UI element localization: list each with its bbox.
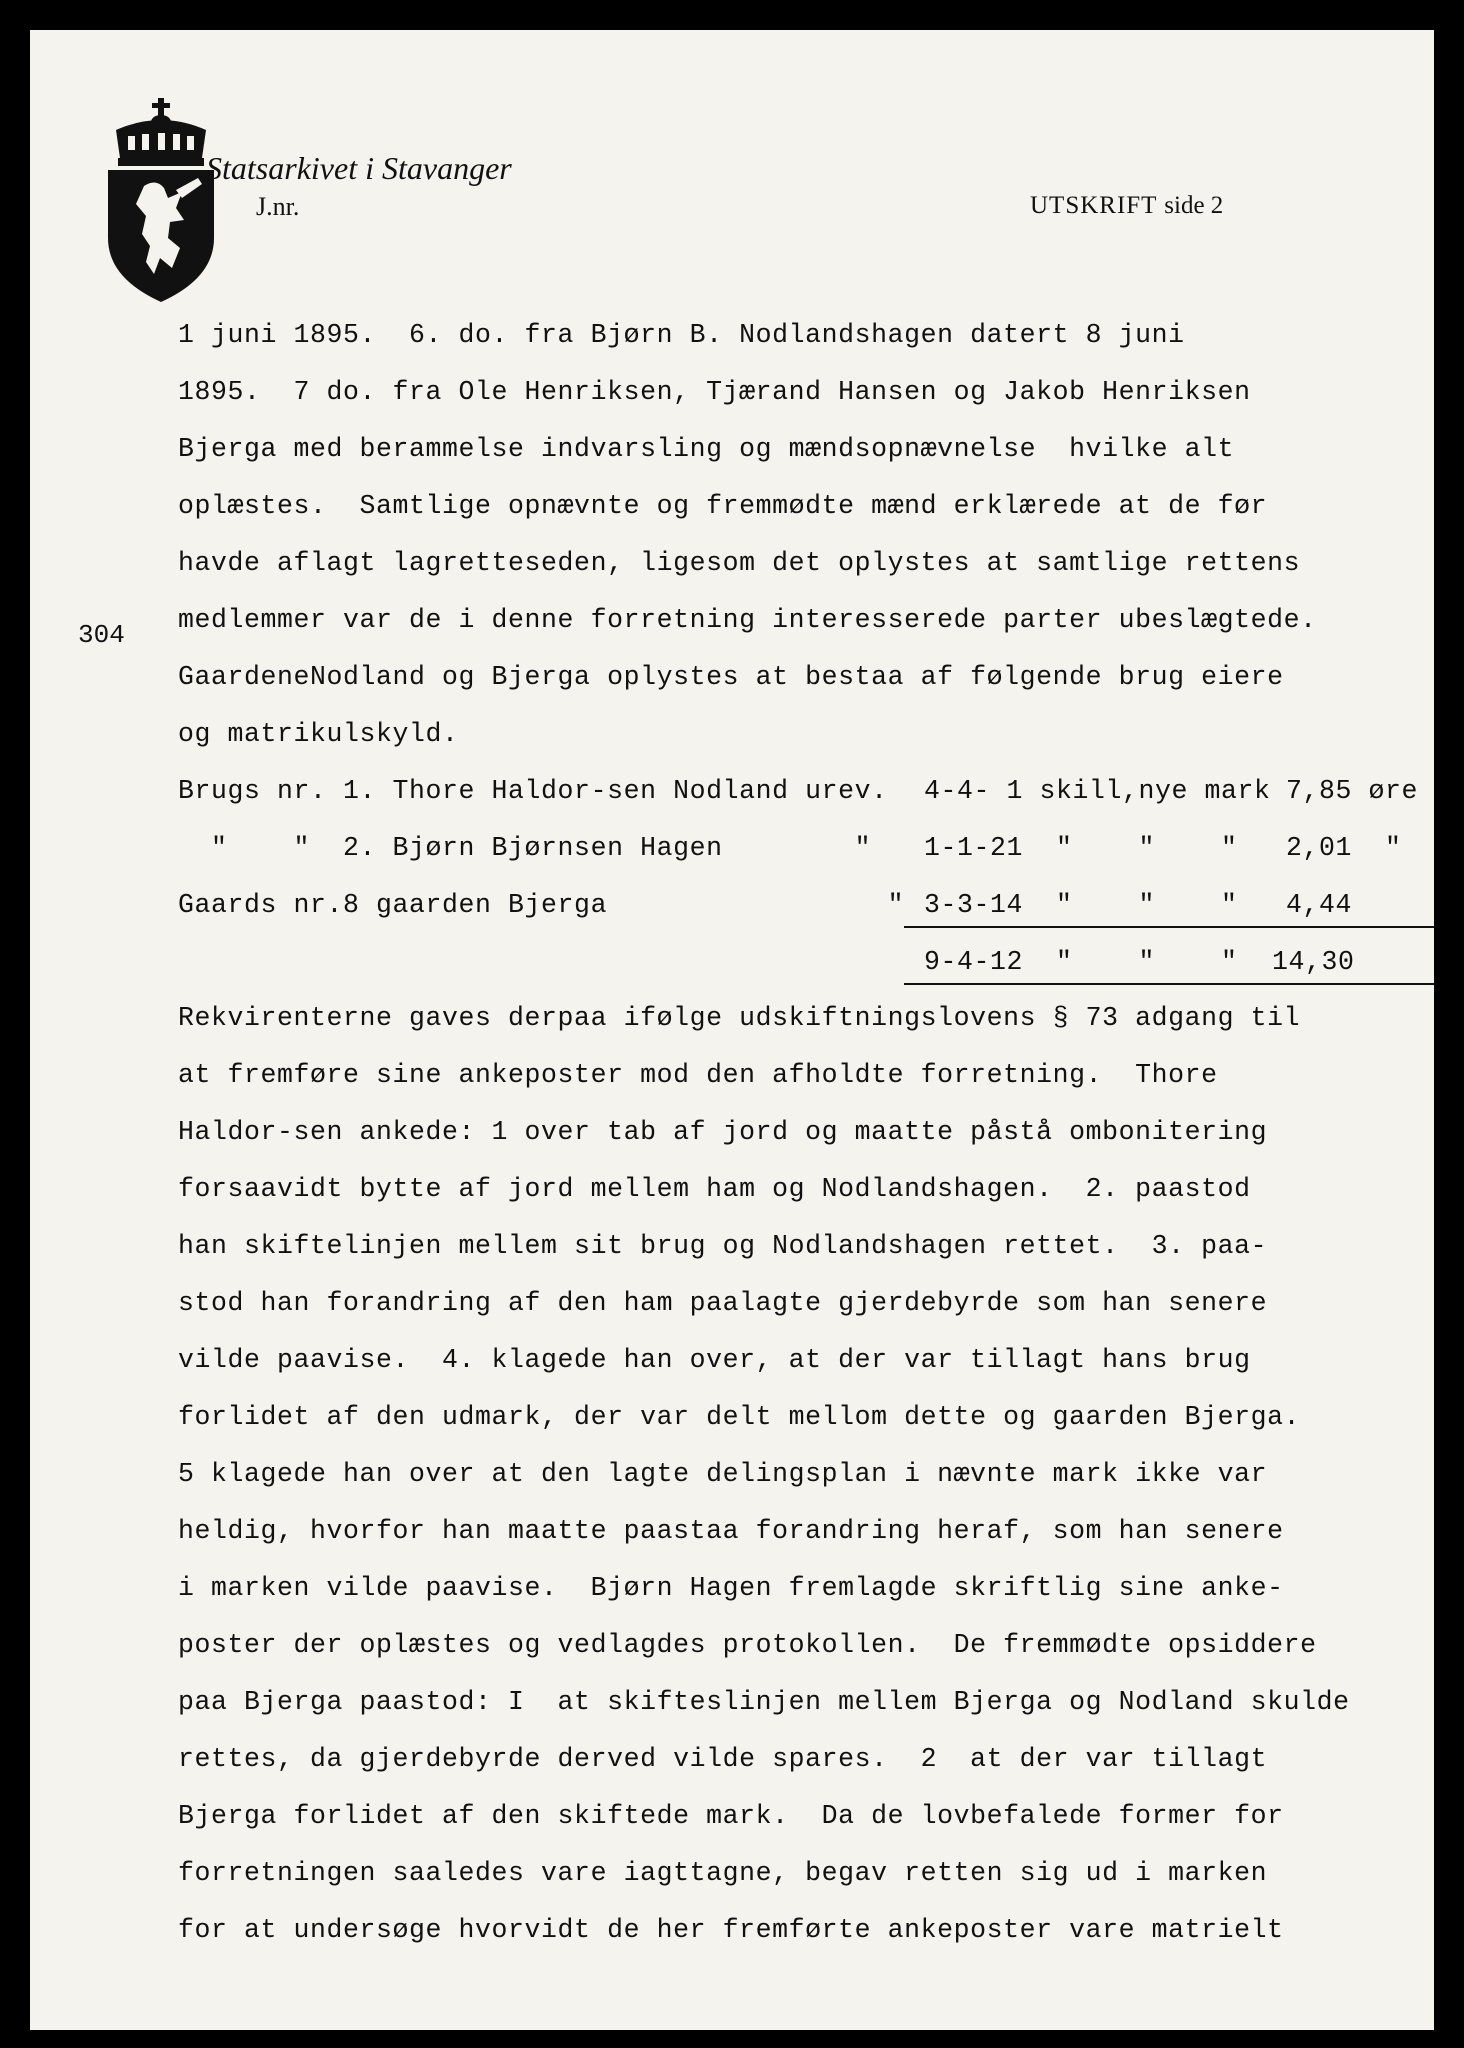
text-line: at fremføre sine ankeposter mod den afholdte forretning. Thore bbox=[178, 1060, 1218, 1090]
utskrift-label: UTSKRIFT bbox=[1030, 192, 1158, 219]
text-line: forlidet af den udmark, der var delt mellom dette og gaarden Bjerga. bbox=[178, 1402, 1301, 1432]
text-line: Haldor-sen ankede: 1 over tab af jord og maatte påstå ombonitering bbox=[178, 1117, 1268, 1147]
text-line: rettes, da gjerdebyrde derved vilde spares. 2 at der var tillagt bbox=[178, 1744, 1268, 1774]
text-line: forretningen saaledes vare iagttagne, begav retten sig ud i marken bbox=[178, 1858, 1268, 1888]
table-row-ore: 2,01 " bbox=[1286, 833, 1402, 863]
norwegian-coat-of-arms-icon bbox=[106, 98, 218, 302]
document-page bbox=[30, 30, 1434, 2030]
text-line: vilde paavise. 4. klagede han over, at der var tillagt hans brug bbox=[178, 1345, 1251, 1375]
table-divider bbox=[904, 926, 1434, 928]
text-line: heldig, hvorfor han maatte paastaa forandring heraf, som han senere bbox=[178, 1516, 1284, 1546]
text-line: poster der oplæstes og vedlagdes protokollen. De fremmødte opsiddere bbox=[178, 1630, 1317, 1660]
table-row-ore: 7,85 øre bbox=[1286, 776, 1419, 806]
table-total-skyld: 9-4-12 " " " bbox=[924, 947, 1238, 977]
text-line: Bjerga forlidet af den skiftede mark. Da de lovbefalede former for bbox=[178, 1801, 1284, 1831]
text-line: forsaavidt bytte af jord mellem ham og Nodlandshagen. 2. paastod bbox=[178, 1174, 1251, 1204]
archive-name: Statsarkivet i Stavanger bbox=[206, 150, 512, 186]
table-row-label: Gaards nr.8 gaarden Bjerga " bbox=[178, 890, 905, 920]
table-total-ore: 14,30 bbox=[1272, 947, 1355, 977]
table-row-skyld: 4-4- 1 skill,nye mark bbox=[924, 776, 1271, 806]
utskrift-header bbox=[1030, 192, 1223, 220]
text-line: paa Bjerga paastod: I at skifteslinjen mellem Bjerga og Nodland skulde bbox=[178, 1687, 1350, 1717]
text-line: i marken vilde paavise. Bjørn Hagen fremlagde skriftlig sine anke- bbox=[178, 1573, 1284, 1603]
text-line: for at undersøge hvorvidt de her fremførte ankeposter vare matrielt bbox=[178, 1915, 1284, 1945]
journal-number-label: J.nr. bbox=[256, 192, 300, 221]
table-row-skyld: 3-3-14 " " " bbox=[924, 890, 1238, 920]
table-row-ore: 4,44 bbox=[1286, 890, 1353, 920]
table-row-skyld: 1-1-21 " " " bbox=[924, 833, 1238, 863]
text-line: han skiftelinjen mellem sit brug og Nodlandshagen rettet. 3. paa- bbox=[178, 1231, 1268, 1261]
table-divider bbox=[904, 983, 1434, 985]
text-line: stod han forandring af den ham paalagte gjerdebyrde som han senere bbox=[178, 1288, 1268, 1318]
table-row-label: " " 2. Bjørn Bjørnsen Hagen " bbox=[178, 833, 872, 863]
text-line: Rekvirenterne gaves derpaa ifølge udskiftningslovens § 73 adgang til bbox=[178, 1003, 1301, 1033]
table-row-label: Brugs nr. 1. Thore Haldor-sen Nodland urev. bbox=[178, 776, 888, 806]
text-line: 1895. 7 do. fra Ole Henriksen, Tjærand Hansen og Jakob Henriksen bbox=[178, 377, 1251, 407]
text-line: GaardeneNodland og Bjerga oplystes at bestaa af følgende brug eiere bbox=[178, 662, 1284, 692]
page-number-label: side 2 bbox=[1164, 192, 1224, 219]
text-line: og matrikulskyld. bbox=[178, 719, 459, 749]
text-line: 1 juni 1895. 6. do. fra Bjørn B. Nodlandshagen datert 8 juni bbox=[178, 320, 1185, 350]
text-line: Bjerga med berammelse indvarsling og mændsopnævnelse hvilke alt bbox=[178, 434, 1235, 464]
text-line: oplæstes. Samtlige opnævnte og fremmødte mænd erklærede at de før bbox=[178, 491, 1268, 521]
margin-number: 304 bbox=[78, 620, 125, 650]
text-line: medlemmer var de i denne forretning interesserede parter ubeslægtede. bbox=[178, 605, 1317, 635]
text-line: havde aflagt lagretteseden, ligesom det oplystes at samtlige rettens bbox=[178, 548, 1301, 578]
text-line: 5 klagede han over at den lagte delingsplan i nævnte mark ikke var bbox=[178, 1459, 1268, 1489]
